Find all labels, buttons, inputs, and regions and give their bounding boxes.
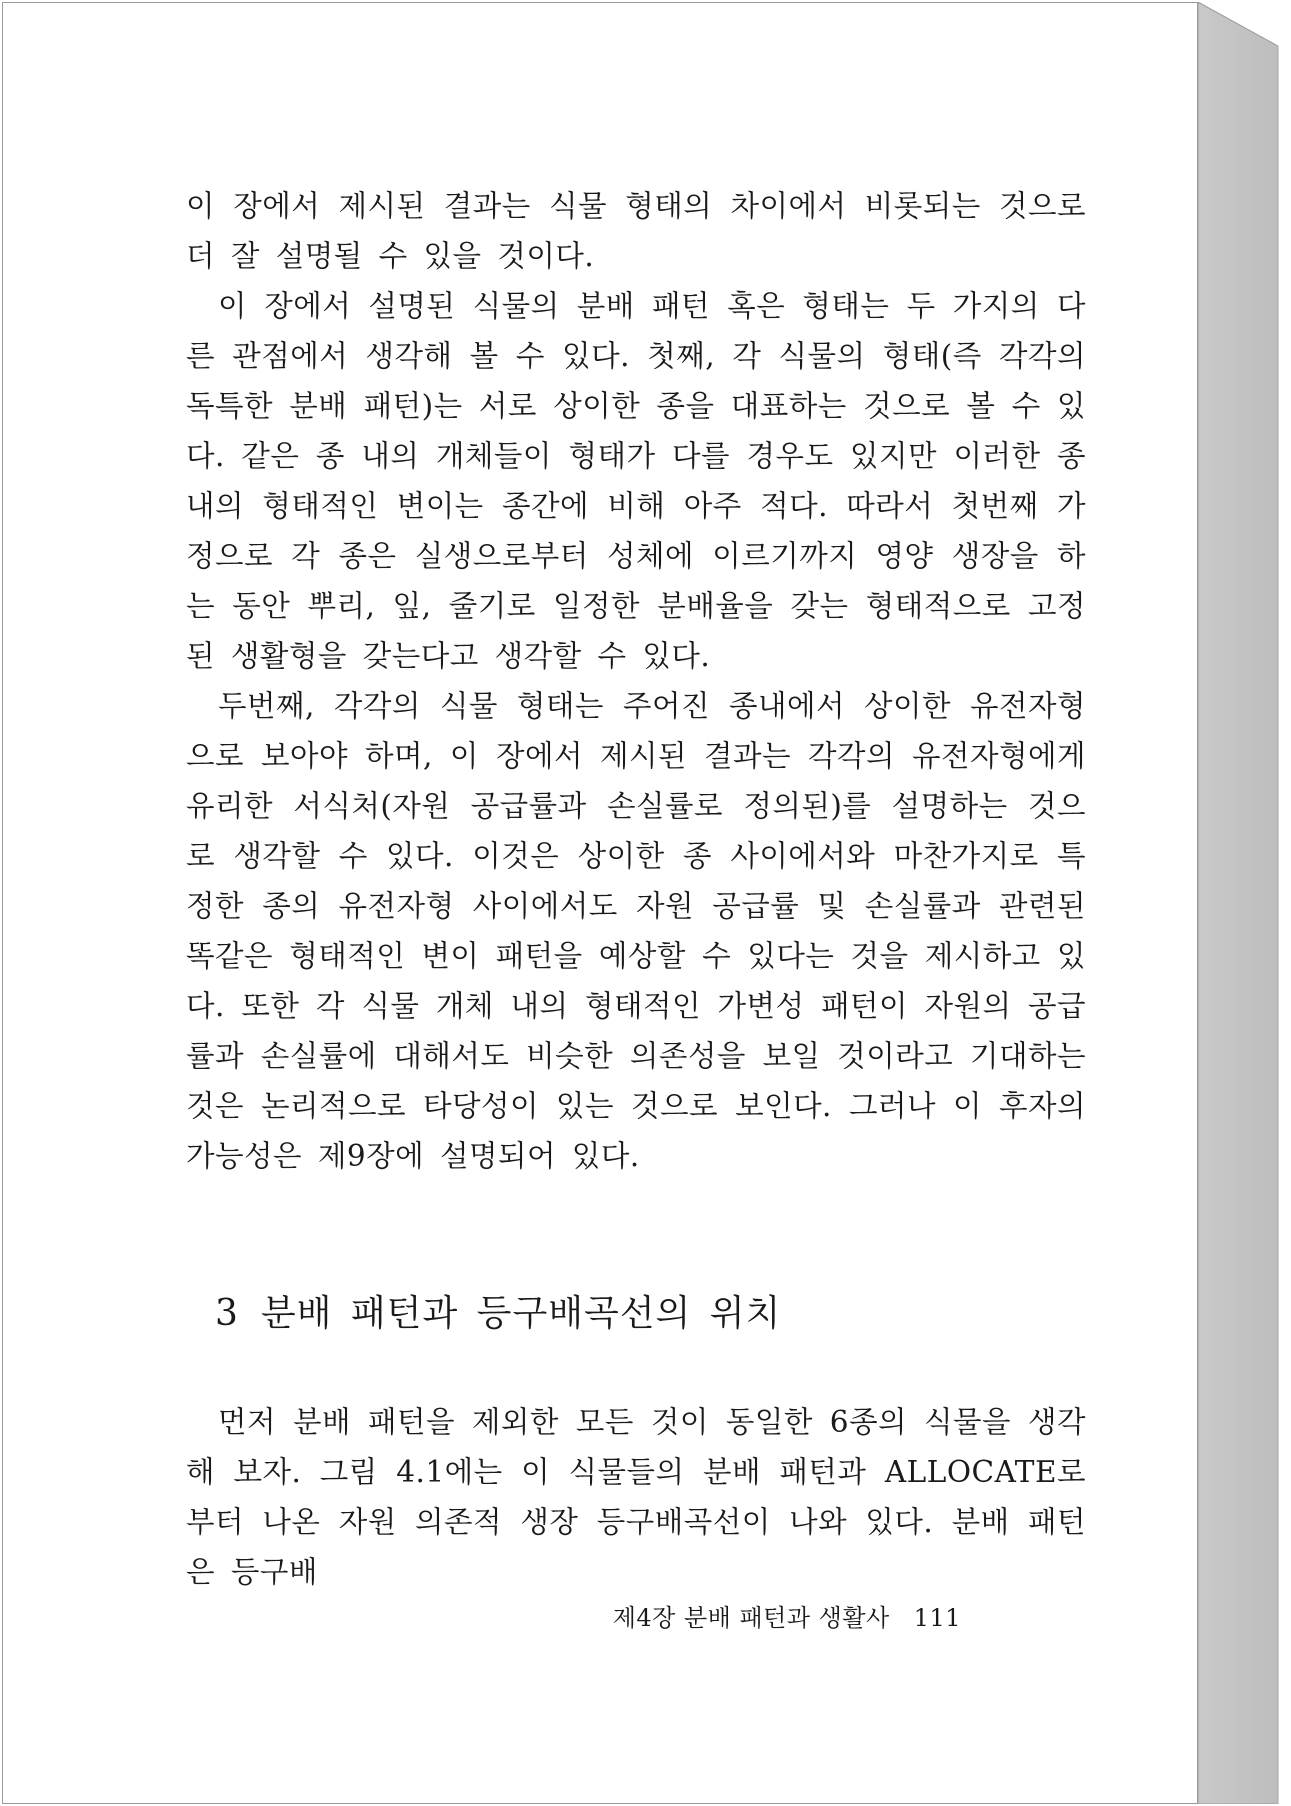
page-number: 111: [913, 1604, 961, 1632]
body-text: [186, 181, 1086, 1181]
section-body-text: [186, 1397, 1086, 1597]
section-title: 분배 패턴과 등구배곡선의 위치: [260, 1293, 782, 1334]
paragraph-1: 이 장에서 제시된 결과는 식물 형태의 차이에서 비롯되는 것으로 더 잘 설명될 수 있을 것이다.: [186, 189, 1086, 273]
paragraph-2: 이 장에서 설명된 식물의 분배 패턴 혹은 형태는 두 가지의 다른 관점에서 생각해 볼 수 있다. 첫째, 각 식물의 형태(즉 각각의 독특한 분배 패턴)는 서로 상이한 종을 대표하는 것으로 볼 수 있다. 같은 종 내의 개체들이 형태가 다를 경우도 있지만 이러한 종 내의 형태적인 변이는 종간에 비해 아주 적다. 따라서 첫번째 가정으로 각 종은 실생으로부터 성체에 이르기까지 영양 생장을 하는 동안 뿌리, 잎, 줄기로 일정한 분배율을 갖는 형태적으로 고정된 생활형을 갖는다고 생각할 수 있다.: [186, 289, 1086, 673]
book-spine-shape: [1198, 2, 1291, 1804]
book-spine-edge: [1198, 2, 1291, 1804]
paragraph-3: 두번째, 각각의 식물 형태는 주어진 종내에서 상이한 유전자형으로 보아야 하며, 이 장에서 제시된 결과는 각각의 유전자형에게 유리한 서식처(자원 공급률과 손실률로 정의된)를 설명하는 것으로 생각할 수 있다. 이것은 상이한 종 사이에서와 마찬가지로 특정한 종의 유전자형 사이에서도 자원 공급률 및 손실률과 관련된 똑같은 형태적인 변이 패턴을 예상할 수 있다는 것을 제시하고 있다. 또한 각 식물 개체 내의 형태적인 가변성 패턴이 자원의 공급률과 손실률에 대해서도 비슷한 의존성을 보일 것이라고 기대하는 것은 논리적으로 타당성이 있는 것으로 보인다. 그러나 이 후자의 가능성은 제9장에 설명되어 있다.: [186, 689, 1086, 1173]
page-footer: [613, 1600, 961, 1636]
section-number: 3: [215, 1293, 239, 1334]
running-footer-chapter: 제4장 분배 패턴과 생활사: [612, 1604, 890, 1632]
book-page: [2, 2, 1198, 1804]
section-heading: [215, 1289, 781, 1339]
section-paragraph-1: 먼저 분배 패턴을 제외한 모든 것이 동일한 6종의 식물을 생각해 보자. 그림 4.1에는 이 식물들의 분배 패턴과 ALLOCATE로부터 나온 자원 의존적 생장 등구배곡선이 나와 있다. 분배 패턴은 등구배: [186, 1405, 1086, 1589]
